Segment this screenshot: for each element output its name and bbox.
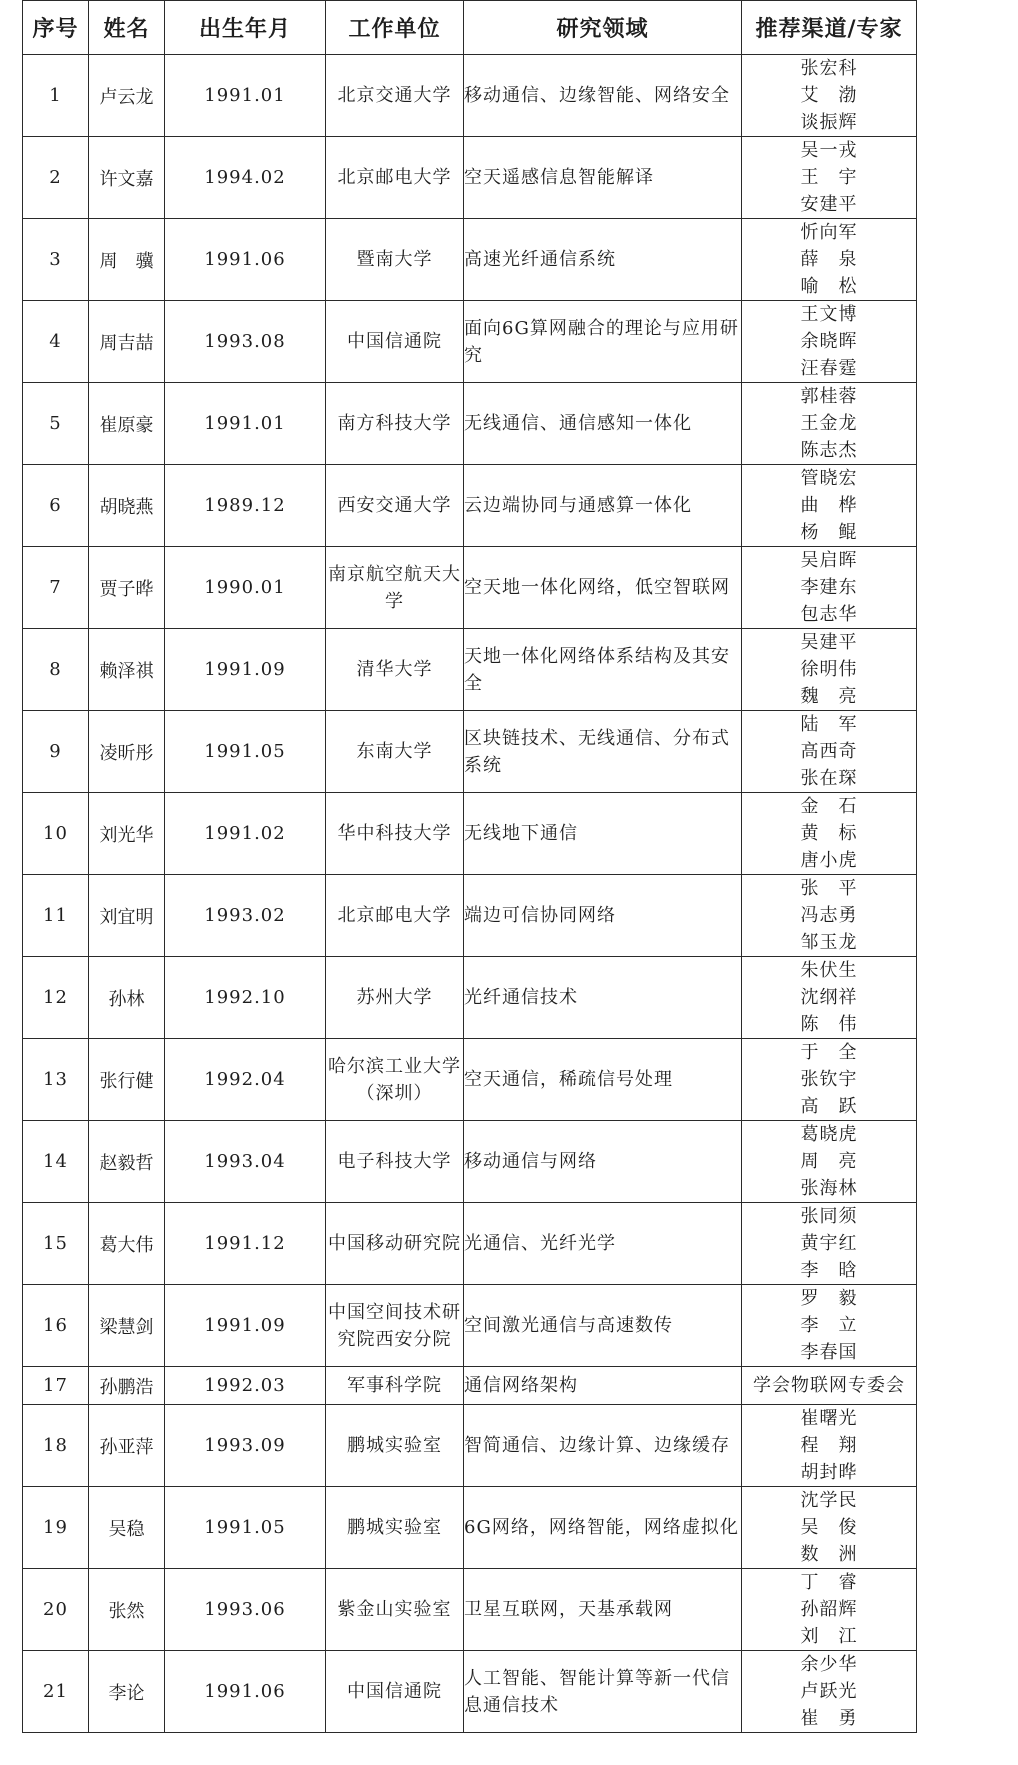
row-name: 崔原豪 <box>89 383 165 465</box>
row-unit: 中国空间技术研究院西安分院 <box>326 1285 464 1367</box>
row-unit: 暨南大学 <box>326 219 464 301</box>
row-experts <box>742 465 917 547</box>
table-row <box>23 629 917 711</box>
table-row <box>23 383 917 465</box>
row-field: 云边端协同与通感算一体化 <box>464 465 742 547</box>
table-row <box>23 1405 917 1487</box>
expert-name: 包志华 <box>800 604 858 625</box>
expert-name: 胡封晔 <box>800 1462 858 1483</box>
expert-name: 李 晗 <box>800 1260 858 1281</box>
expert-name: 金 石 <box>800 796 858 817</box>
candidate-table <box>22 0 917 1733</box>
row-name: 梁慧剑 <box>89 1285 165 1367</box>
row-birth: 1994.02 <box>165 137 326 219</box>
row-experts <box>742 1487 917 1569</box>
row-no: 16 <box>23 1285 89 1367</box>
row-unit: 北京交通大学 <box>326 55 464 137</box>
row-birth: 1991.01 <box>165 55 326 137</box>
row-experts <box>742 1203 917 1285</box>
row-name: 许文嘉 <box>89 137 165 219</box>
expert-name: 刘 江 <box>800 1626 858 1647</box>
table-row <box>23 465 917 547</box>
header-name: 姓名 <box>89 1 165 55</box>
row-field: 区块链技术、无线通信、分布式系统 <box>464 711 742 793</box>
expert-name: 周 亮 <box>800 1151 858 1172</box>
header-birth: 出生年月 <box>165 1 326 55</box>
row-experts <box>742 875 917 957</box>
row-experts <box>742 793 917 875</box>
expert-name: 艾 渤 <box>800 85 858 106</box>
expert-name: 李春国 <box>800 1342 858 1363</box>
expert-name: 张在琛 <box>800 768 858 789</box>
row-name: 葛大伟 <box>89 1203 165 1285</box>
row-experts <box>742 137 917 219</box>
row-no: 19 <box>23 1487 89 1569</box>
row-name: 李论 <box>89 1651 165 1733</box>
row-no: 3 <box>23 219 89 301</box>
expert-name: 张钦宇 <box>800 1069 858 1090</box>
row-unit: 鹏城实验室 <box>326 1405 464 1487</box>
row-birth: 1991.01 <box>165 383 326 465</box>
row-experts <box>742 1651 917 1733</box>
row-field: 天地一体化网络体系结构及其安全 <box>464 629 742 711</box>
row-unit: 哈尔滨工业大学（深圳） <box>326 1039 464 1121</box>
table-row <box>23 1487 917 1569</box>
row-no: 5 <box>23 383 89 465</box>
expert-name: 张同须 <box>800 1206 858 1227</box>
row-name: 孙鹏浩 <box>89 1367 165 1405</box>
row-birth: 1993.04 <box>165 1121 326 1203</box>
row-unit: 西安交通大学 <box>326 465 464 547</box>
expert-name: 黄宇红 <box>800 1233 858 1254</box>
expert-name: 余少华 <box>800 1654 858 1675</box>
table-row <box>23 1651 917 1733</box>
header-unit: 工作单位 <box>326 1 464 55</box>
row-name: 周吉喆 <box>89 301 165 383</box>
expert-name: 于 全 <box>800 1042 858 1063</box>
row-birth: 1991.09 <box>165 629 326 711</box>
row-no: 1 <box>23 55 89 137</box>
row-birth: 1991.12 <box>165 1203 326 1285</box>
row-experts <box>742 1405 917 1487</box>
row-name: 张然 <box>89 1569 165 1651</box>
row-name: 孙亚萍 <box>89 1405 165 1487</box>
row-unit: 鹏城实验室 <box>326 1487 464 1569</box>
row-experts <box>742 383 917 465</box>
row-unit: 中国信通院 <box>326 1651 464 1733</box>
expert-name: 沈纲祥 <box>800 987 858 1008</box>
row-birth: 1992.04 <box>165 1039 326 1121</box>
row-name: 凌昕彤 <box>89 711 165 793</box>
row-unit: 北京邮电大学 <box>326 875 464 957</box>
row-birth: 1990.01 <box>165 547 326 629</box>
row-field: 端边可信协同网络 <box>464 875 742 957</box>
row-name: 张行健 <box>89 1039 165 1121</box>
expert-name: 薛 泉 <box>800 249 858 270</box>
expert-name: 张海林 <box>800 1178 858 1199</box>
expert-name: 黄 标 <box>800 823 858 844</box>
row-no: 13 <box>23 1039 89 1121</box>
expert-name: 丁 睿 <box>800 1572 858 1593</box>
row-name: 赵毅哲 <box>89 1121 165 1203</box>
row-unit: 紫金山实验室 <box>326 1569 464 1651</box>
expert-name: 曲 桦 <box>800 495 858 516</box>
row-field: 无线通信、通信感知一体化 <box>464 383 742 465</box>
table-row <box>23 1121 917 1203</box>
expert-name: 陈志杰 <box>800 440 858 461</box>
row-birth: 1991.06 <box>165 1651 326 1733</box>
expert-name: 卢跃光 <box>800 1681 858 1702</box>
expert-name: 李建东 <box>800 577 858 598</box>
row-unit: 电子科技大学 <box>326 1121 464 1203</box>
row-no: 21 <box>23 1651 89 1733</box>
table-row <box>23 301 917 383</box>
row-no: 20 <box>23 1569 89 1651</box>
row-experts <box>742 301 917 383</box>
table-row <box>23 1367 917 1405</box>
row-unit: 华中科技大学 <box>326 793 464 875</box>
row-unit: 东南大学 <box>326 711 464 793</box>
table-row <box>23 957 917 1039</box>
row-field: 空天遥感信息智能解译 <box>464 137 742 219</box>
row-name: 贾子晔 <box>89 547 165 629</box>
table-row <box>23 711 917 793</box>
row-birth: 1993.08 <box>165 301 326 383</box>
row-birth: 1993.06 <box>165 1569 326 1651</box>
expert-name: 忻向军 <box>800 222 858 243</box>
row-experts <box>742 1285 917 1367</box>
row-experts <box>742 1569 917 1651</box>
expert-name: 王文博 <box>800 304 858 325</box>
row-no: 10 <box>23 793 89 875</box>
row-birth: 1993.02 <box>165 875 326 957</box>
row-birth: 1992.03 <box>165 1367 326 1405</box>
row-field: 移动通信、边缘智能、网络安全 <box>464 55 742 137</box>
expert-name: 余晓晖 <box>800 331 858 352</box>
expert-name: 管晓宏 <box>800 468 858 489</box>
expert-name: 郭桂蓉 <box>800 386 858 407</box>
row-unit: 军事科学院 <box>326 1367 464 1405</box>
row-field: 高速光纤通信系统 <box>464 219 742 301</box>
expert-name: 唐小虎 <box>800 850 858 871</box>
expert-name: 高西奇 <box>800 741 858 762</box>
row-experts <box>742 547 917 629</box>
row-no: 15 <box>23 1203 89 1285</box>
expert-name: 魏 亮 <box>800 686 858 707</box>
expert-name: 杨 鲲 <box>800 522 858 543</box>
expert-name: 吴 俊 <box>800 1517 858 1538</box>
row-experts <box>742 55 917 137</box>
row-experts <box>742 1121 917 1203</box>
row-unit: 清华大学 <box>326 629 464 711</box>
table-body <box>23 55 917 1733</box>
row-experts <box>742 711 917 793</box>
expert-name: 崔曙光 <box>800 1408 858 1429</box>
row-no: 4 <box>23 301 89 383</box>
table-row <box>23 1039 917 1121</box>
row-field: 移动通信与网络 <box>464 1121 742 1203</box>
row-birth: 1991.02 <box>165 793 326 875</box>
expert-name: 数 洲 <box>800 1544 858 1565</box>
expert-name: 孙韶辉 <box>800 1599 858 1620</box>
table-row <box>23 219 917 301</box>
row-no: 2 <box>23 137 89 219</box>
expert-name: 张宏科 <box>800 58 858 79</box>
row-no: 12 <box>23 957 89 1039</box>
row-birth: 1991.05 <box>165 1487 326 1569</box>
row-name: 卢云龙 <box>89 55 165 137</box>
row-field: 无线地下通信 <box>464 793 742 875</box>
row-birth: 1993.09 <box>165 1405 326 1487</box>
expert-name: 学会物联网专委会 <box>753 1375 905 1396</box>
row-name: 胡晓燕 <box>89 465 165 547</box>
expert-name: 谈振辉 <box>800 112 858 133</box>
expert-name: 安建平 <box>800 194 858 215</box>
header-field: 研究领域 <box>464 1 742 55</box>
row-field: 空天地一体化网络，低空智联网 <box>464 547 742 629</box>
expert-name: 吴一戎 <box>800 140 858 161</box>
row-unit: 北京邮电大学 <box>326 137 464 219</box>
row-no: 17 <box>23 1367 89 1405</box>
row-experts <box>742 629 917 711</box>
row-birth: 1989.12 <box>165 465 326 547</box>
row-no: 9 <box>23 711 89 793</box>
expert-name: 邹玉龙 <box>800 932 858 953</box>
table-row <box>23 55 917 137</box>
row-no: 8 <box>23 629 89 711</box>
expert-name: 崔 勇 <box>800 1708 858 1729</box>
row-experts <box>742 1039 917 1121</box>
row-name: 吴稳 <box>89 1487 165 1569</box>
row-unit: 中国移动研究院 <box>326 1203 464 1285</box>
header-row <box>23 1 917 55</box>
row-unit: 苏州大学 <box>326 957 464 1039</box>
row-name: 刘光华 <box>89 793 165 875</box>
expert-name: 高 跃 <box>800 1096 858 1117</box>
row-birth: 1991.05 <box>165 711 326 793</box>
row-unit: 中国信通院 <box>326 301 464 383</box>
row-field: 光纤通信技术 <box>464 957 742 1039</box>
expert-name: 沈学民 <box>800 1490 858 1511</box>
row-birth: 1991.06 <box>165 219 326 301</box>
expert-name: 罗 毅 <box>800 1288 858 1309</box>
expert-name: 王 宇 <box>800 167 858 188</box>
expert-name: 程 翔 <box>800 1435 858 1456</box>
row-experts <box>742 219 917 301</box>
expert-name: 王金龙 <box>800 413 858 434</box>
row-field: 人工智能、智能计算等新一代信息通信技术 <box>464 1651 742 1733</box>
expert-name: 吴建平 <box>800 632 858 653</box>
table-row <box>23 1203 917 1285</box>
table-row <box>23 875 917 957</box>
table-row <box>23 793 917 875</box>
row-no: 14 <box>23 1121 89 1203</box>
expert-name: 李 立 <box>800 1315 858 1336</box>
row-unit: 南京航空航天大学 <box>326 547 464 629</box>
row-field: 卫星互联网，天基承载网 <box>464 1569 742 1651</box>
table-row <box>23 1569 917 1651</box>
header-channel: 推荐渠道/专家 <box>742 1 917 55</box>
row-field: 空间激光通信与高速数传 <box>464 1285 742 1367</box>
expert-name: 葛晓虎 <box>800 1124 858 1145</box>
expert-name: 汪春霆 <box>800 358 858 379</box>
row-field: 智简通信、边缘计算、边缘缓存 <box>464 1405 742 1487</box>
expert-name: 朱伏生 <box>800 960 858 981</box>
expert-name: 吴启晖 <box>800 550 858 571</box>
row-name: 孙林 <box>89 957 165 1039</box>
row-field: 通信网络架构 <box>464 1367 742 1405</box>
row-field: 光通信、光纤光学 <box>464 1203 742 1285</box>
expert-name: 陈 伟 <box>800 1014 858 1035</box>
row-name: 刘宜明 <box>89 875 165 957</box>
row-unit: 南方科技大学 <box>326 383 464 465</box>
row-no: 6 <box>23 465 89 547</box>
expert-name: 徐明伟 <box>800 659 858 680</box>
row-experts <box>742 1367 917 1405</box>
row-no: 18 <box>23 1405 89 1487</box>
row-field: 面向6G算网融合的理论与应用研究 <box>464 301 742 383</box>
row-experts <box>742 957 917 1039</box>
row-field: 6G网络，网络智能，网络虚拟化 <box>464 1487 742 1569</box>
table-row <box>23 1285 917 1367</box>
row-field: 空天通信，稀疏信号处理 <box>464 1039 742 1121</box>
row-birth: 1991.09 <box>165 1285 326 1367</box>
expert-name: 喻 松 <box>800 276 858 297</box>
expert-name: 冯志勇 <box>800 905 858 926</box>
row-birth: 1992.10 <box>165 957 326 1039</box>
row-name: 周 骥 <box>89 219 165 301</box>
table-row <box>23 137 917 219</box>
expert-name: 张 平 <box>800 878 858 899</box>
row-name: 赖泽祺 <box>89 629 165 711</box>
row-no: 7 <box>23 547 89 629</box>
header-no: 序号 <box>23 1 89 55</box>
row-no: 11 <box>23 875 89 957</box>
table-row <box>23 547 917 629</box>
expert-name: 陆 军 <box>800 714 858 735</box>
